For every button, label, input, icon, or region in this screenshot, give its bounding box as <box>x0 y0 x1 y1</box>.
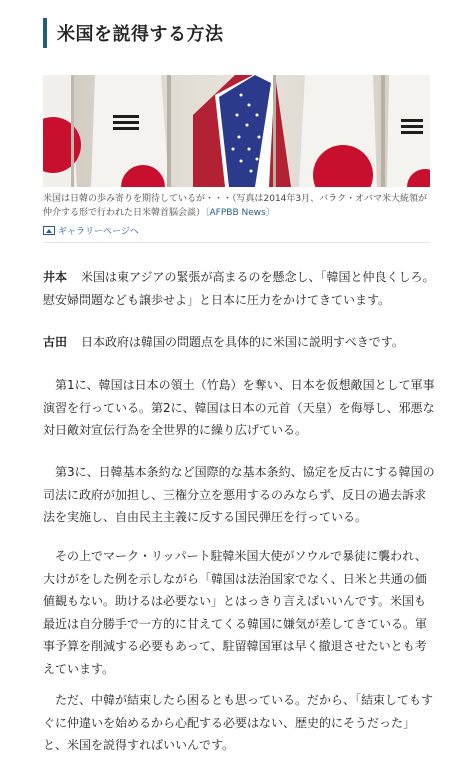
paragraph-text: 第1に、韓国は日本の領土（竹島）を奪い、日本を仮想敵国として軍事演習を行っている。第2に、韓国は日本の元首（天皇）を侮辱し、邪悪な対日敵対宣伝行為を全世界的に繰り広げている。 <box>43 378 435 437</box>
gallery-link[interactable] <box>43 224 139 237</box>
paragraph-text: 米国は東アジアの緊張が高まるのを懸念し、「韓国と仲良くしろ。慰安婦問題なども譲歩せよ」と日本に圧力をかけてきています。 <box>43 270 435 307</box>
paragraph-1 <box>43 266 435 311</box>
paragraph-3 <box>43 374 435 442</box>
paragraph-2 <box>43 331 435 354</box>
paragraph-5 <box>43 545 435 680</box>
section-title: 米国を説得する方法 <box>57 24 224 45</box>
caption-text: 米国は日韓の歩み寄りを期待しているが・・・（写真は2014年3月、バラク・オバマ米大統領が仲介する形で行われた日米韓首脳会談） <box>43 194 427 218</box>
paragraph-6 <box>43 689 435 757</box>
photo-caption <box>43 193 433 220</box>
paragraph-text: その上でマーク・リッパート駐韓米国大使がソウルで暴徒に襲われ、大けがをした例を示しながら「韓国は法治国家でなく、日米と共通の価値観もない。助けるは必要ない」とはっきり言えばいいんです。米国も最近は自分勝手で一方的に甘えてくる韓国に嫌気が差してきている。軍事予算を削減する必要もあって、駐留韓国軍は早く撤退させたいとも考えています。 <box>43 549 428 676</box>
speaker-name: 井本 <box>43 270 68 284</box>
divider <box>43 242 430 243</box>
speaker-name: 古田 <box>43 335 68 349</box>
flags-photo-illustration <box>43 75 430 187</box>
article-photo[interactable] <box>43 75 430 187</box>
heading-accent-bar <box>43 18 47 48</box>
image-icon <box>43 226 55 235</box>
paragraph-4 <box>43 461 435 529</box>
caption-source-link[interactable]: 〔AFPBB News〕 <box>205 207 275 218</box>
paragraph-text: 第3に、日韓基本条約など国際的な基本条約、協定を反古にする韓国の司法に政府が加担し、三権分立を悪用するのみならず、反日の過去訴求法を実施し、自由民主主義に反する国民弾圧を行っている。 <box>43 465 435 524</box>
section-heading <box>43 18 224 48</box>
gallery-link-label[interactable]: ギャラリーページへ <box>58 227 139 237</box>
paragraph-text: ただ、中韓が結束したら困るとも思っている。だから、「結束してもすぐに仲違いを始めるから心配する必要はない、歴史的にそうだった」と、米国を説得すればいいんです。 <box>43 693 434 752</box>
paragraph-text: 日本政府は韓国の問題点を具体的に米国に説明すべきです。 <box>81 335 404 349</box>
